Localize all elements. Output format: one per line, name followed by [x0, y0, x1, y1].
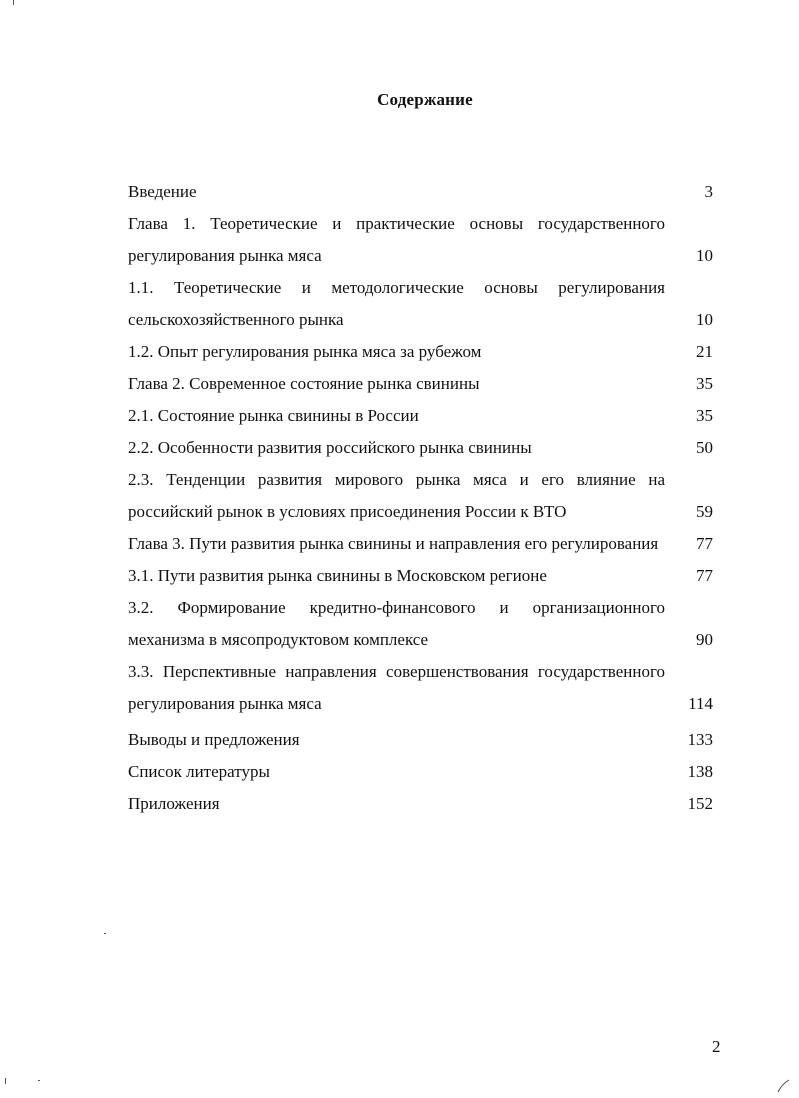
toc-entry	[128, 272, 713, 336]
toc-entry-text: 2.1. Состояние рынка свинины в России	[128, 406, 419, 425]
toc-entry-page: 77	[696, 566, 713, 585]
toc-entry-text: Выводы и предложения	[128, 730, 300, 749]
toc-entry-text: 1.1. Теоретические и методологические основы регулирования сельскохозяйственного рынка	[128, 278, 665, 329]
toc-entry-text: Глава 3. Пути развития рынка свинины и направления его регулирования	[128, 534, 659, 553]
toc-entry-page: 3	[704, 182, 713, 201]
scan-speck	[13, 0, 14, 5]
page-number: 2	[712, 1037, 721, 1056]
toc-entry	[128, 592, 713, 656]
toc-entry-page: 10	[696, 310, 713, 329]
toc-entry	[128, 432, 713, 464]
page-title: Содержание	[377, 90, 473, 109]
toc-entry-text: 3.2. Формирование кредитно-финансового и организационного механизма в мясопродуктовом комплексе	[128, 598, 665, 649]
toc-entry	[128, 368, 713, 400]
toc-entry	[128, 560, 713, 592]
toc-entry-page: 35	[696, 374, 713, 393]
scan-mark	[776, 1078, 792, 1094]
toc-entry-text: 3.3. Перспективные направления совершенствования государственного регулирования рынка мяса	[128, 662, 665, 713]
toc-entry-text: Приложения	[128, 794, 220, 813]
toc-entry	[128, 464, 713, 528]
toc-entry-text: Список литературы	[128, 762, 270, 781]
toc-entry-text: Глава 2. Современное состояние рынка свинины	[128, 374, 480, 393]
scan-speck	[38, 1080, 40, 1081]
toc-entry	[128, 208, 713, 272]
scan-speck	[104, 933, 106, 934]
toc-entry-page: 59	[696, 502, 713, 521]
table-of-contents	[128, 176, 713, 820]
toc-entry	[128, 176, 713, 208]
toc-entry-text: 2.2. Особенности развития российского рынка свинины	[128, 438, 532, 457]
toc-entry-page: 35	[696, 406, 713, 425]
toc-entry	[128, 788, 713, 820]
toc-entry	[128, 656, 713, 720]
toc-entry-page: 10	[696, 246, 713, 265]
toc-entry-page: 138	[687, 762, 713, 781]
toc-entry-text: 1.2. Опыт регулирования рынка мяса за рубежом	[128, 342, 482, 361]
toc-entry-page: 21	[696, 342, 713, 361]
scan-speck	[5, 1078, 6, 1084]
toc-entry-text: Введение	[128, 182, 197, 201]
toc-entry-page: 152	[687, 794, 713, 813]
toc-entry-page: 133	[687, 730, 713, 749]
toc-entry	[128, 336, 713, 368]
toc-entry-text: Глава 1. Теоретические и практические основы государственного регулирования рынка мяса	[128, 214, 665, 265]
toc-entry	[128, 724, 713, 756]
toc-entry-page: 90	[696, 630, 713, 649]
toc-entry	[128, 756, 713, 788]
toc-entry-page: 50	[696, 438, 713, 457]
toc-entry-text: 2.3. Тенденции развития мирового рынка мяса и его влияние на российский рынок в условиях присоединения России к ВТО	[128, 470, 665, 521]
toc-entry-page: 77	[696, 534, 713, 553]
toc-entry	[128, 400, 713, 432]
toc-entry-text: 3.1. Пути развития рынка свинины в Московском регионе	[128, 566, 547, 585]
toc-entry	[128, 528, 713, 560]
toc-entry-page: 114	[688, 694, 713, 713]
